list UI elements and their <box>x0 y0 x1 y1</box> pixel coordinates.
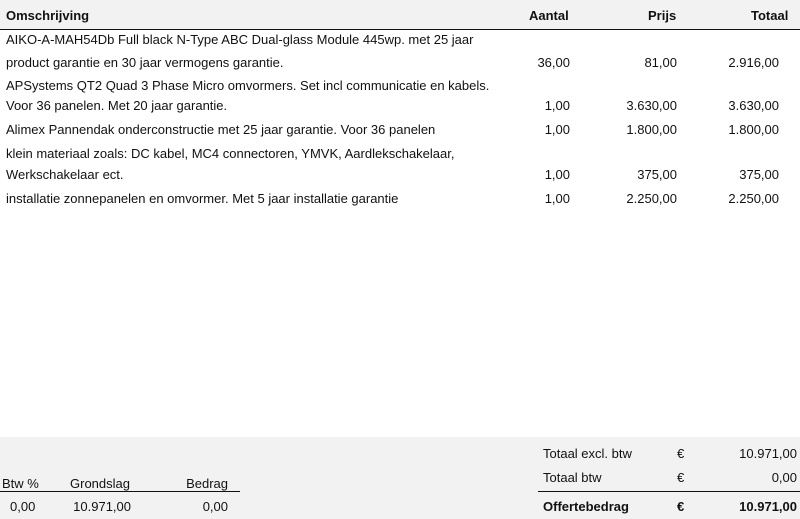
item-price: 2.250,00 <box>626 191 677 206</box>
header-total: Totaal <box>751 8 789 23</box>
item-quantity: 1,00 <box>544 167 570 182</box>
total-excl-value: 10.971,00 <box>739 446 797 461</box>
quote-amount-value: 10.971,00 <box>739 499 797 514</box>
total-excl-label: Totaal excl. btw <box>543 446 632 461</box>
item-price: 81,00 <box>644 55 677 70</box>
vat-amount-header: Bedrag <box>186 476 228 491</box>
header-price: Prijs <box>648 8 677 23</box>
item-quantity: 1,00 <box>544 98 570 113</box>
item-quantity: 1,00 <box>544 122 570 137</box>
item-price: 375,00 <box>637 167 677 182</box>
item-description-line: klein materiaal zoals: DC kabel, MC4 connectoren, YMVK, Aardlekschakelaar, <box>6 146 455 161</box>
item-quantity: 1,00 <box>544 191 570 206</box>
item-description-line: product garantie en 30 jaar vermogens garantie. <box>6 55 284 70</box>
item-total: 2.250,00 <box>728 191 779 206</box>
total-vat-value: 0,00 <box>771 470 797 485</box>
divider <box>538 491 800 492</box>
vat-rate: 0,00 <box>10 499 36 514</box>
total-vat-label: Totaal btw <box>543 470 602 485</box>
divider <box>0 491 240 492</box>
item-description-line: APSystems QT2 Quad 3 Phase Micro omvormers. Set incl communicatie en kabels. <box>6 78 490 93</box>
header-quantity: Aantal <box>529 8 569 23</box>
item-description-line: installatie zonnepanelen en omvormer. Met 5 jaar installatie garantie <box>6 191 399 206</box>
item-description-line: Voor 36 panelen. Met 20 jaar garantie. <box>6 98 228 113</box>
item-total: 2.916,00 <box>728 55 779 70</box>
item-total: 3.630,00 <box>728 98 779 113</box>
item-description-line: Alimex Pannendak onderconstructie met 25 jaar garantie. Voor 36 panelen <box>6 122 436 137</box>
table-header <box>0 0 800 30</box>
vat-base: 10.971,00 <box>73 499 131 514</box>
euro-sign: € <box>677 446 685 461</box>
euro-sign: € <box>677 470 685 485</box>
item-quantity: 36,00 <box>537 55 570 70</box>
quote-amount-label: Offertebedrag <box>543 499 629 514</box>
euro-sign: € <box>677 499 685 514</box>
vat-base-header: Grondslag <box>70 476 130 491</box>
item-price: 3.630,00 <box>626 98 677 113</box>
header-description: Omschrijving <box>6 8 90 23</box>
vat-amount: 0,00 <box>202 499 228 514</box>
vat-rate-header: Btw % <box>2 476 39 491</box>
item-price: 1.800,00 <box>626 122 677 137</box>
item-description-line: AIKO-A-MAH54Db Full black N-Type ABC Dual-glass Module 445wp. met 25 jaar <box>6 32 474 47</box>
item-total: 1.800,00 <box>728 122 779 137</box>
item-description-line: Werkschakelaar ect. <box>6 167 124 182</box>
item-total: 375,00 <box>739 167 779 182</box>
